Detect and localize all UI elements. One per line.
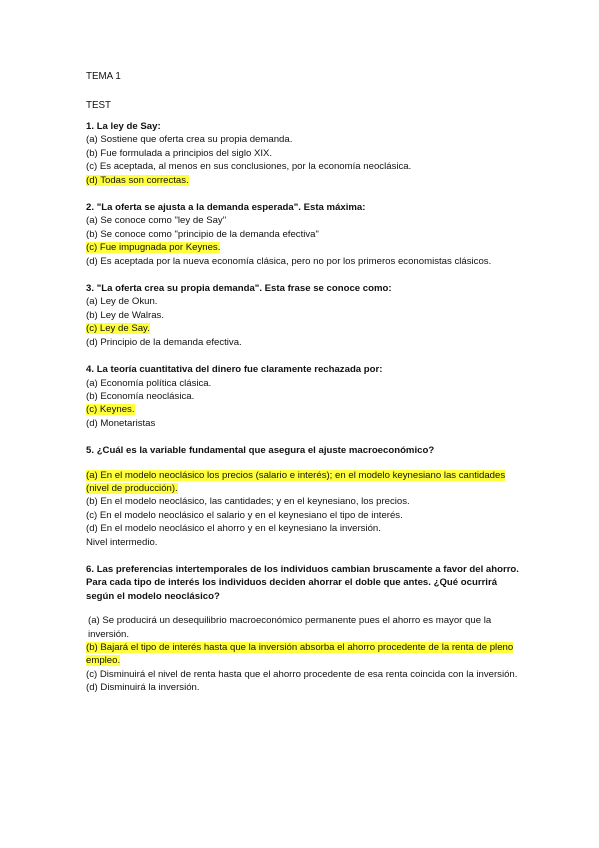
answer-option-a xyxy=(86,469,526,496)
answer-option-d xyxy=(86,681,526,694)
highlighted-answer: (a) En el modelo neoclásico los precios (salario e interés); en el modelo keynesiano las cantidades (nivel de producción). xyxy=(86,469,506,494)
option-text: (d) En el modelo neoclásico el ahorro y en el keynesiano la inversión. xyxy=(86,523,381,535)
option-text: (d) Principio de la demanda efectiva. xyxy=(86,336,242,348)
question-text: La teoría cuantitativa del dinero fue claramente rechazada por: xyxy=(96,364,383,376)
option-text: (d) Es aceptada por la nueva economía clásica, pero no por los primeros economistas clásicos. xyxy=(86,255,492,267)
question-title xyxy=(86,563,526,603)
answer-option-d xyxy=(86,417,526,430)
question-6 xyxy=(86,563,526,695)
answer-option-b xyxy=(86,309,526,322)
answer-option-a xyxy=(86,295,526,308)
question-title xyxy=(86,444,526,457)
question-title xyxy=(86,363,526,376)
option-text: (d) Disminuirá la inversión. xyxy=(86,682,200,694)
answer-option-d xyxy=(86,336,526,349)
question-text: Las preferencias intertemporales de los individuos cambian bruscamente a favor del ahorro. Para cada tipo de interés los individuos deciden ahorrar el doble que antes. ¿Qué ocurrirá según el modelo neoclásico? xyxy=(86,563,519,602)
answer-option-c xyxy=(86,668,526,681)
document-content xyxy=(86,70,526,709)
question-text: "La oferta se ajusta a la demanda esperada". Esta máxima: xyxy=(96,202,366,214)
option-text: (b) En el modelo neoclásico, las cantidades; y en el keynesiano, los precios. xyxy=(86,496,410,508)
highlighted-answer: (b) Bajará el tipo de interés hasta que la inversión absorba el ahorro procedente de la renta de pleno empleo. xyxy=(86,642,514,667)
highlighted-answer: (c) Fue impugnada por Keynes. xyxy=(86,242,221,254)
highlighted-answer: (c) Ley de Say. xyxy=(86,323,150,335)
answer-option-d xyxy=(86,255,526,268)
answer-option-d xyxy=(86,522,526,535)
question-text: La ley de Say: xyxy=(96,121,161,132)
option-text: (b) Ley de Walras. xyxy=(86,309,165,321)
question-number: 3. xyxy=(86,283,95,295)
tema-heading: TEMA 1 xyxy=(86,71,121,82)
answer-option-b xyxy=(86,495,526,508)
question-number: 2. xyxy=(86,202,95,214)
test-heading: TEST xyxy=(86,100,112,111)
answer-option-a xyxy=(86,614,526,641)
question-title xyxy=(86,282,526,295)
answer-option-c xyxy=(86,509,526,522)
question-5 xyxy=(86,444,526,549)
question-number: 6. xyxy=(86,563,95,575)
question-number: 4. xyxy=(86,364,95,376)
answer-option-a xyxy=(86,377,526,390)
question-title xyxy=(86,201,526,214)
option-text: (d) Monetaristas xyxy=(86,417,156,429)
option-text: (b) Se conoce como "principio de la demanda efectiva" xyxy=(86,228,319,240)
option-text: (c) Es aceptada, al menos en sus conclusiones, por la economía neoclásica. xyxy=(86,161,412,173)
question-number: 1. xyxy=(86,121,95,132)
option-text: (c) Disminuirá el nivel de renta hasta que el ahorro procedente de esa renta coincida con la inversión. xyxy=(86,668,518,680)
answer-option-c xyxy=(86,322,526,335)
question-4 xyxy=(86,363,526,430)
answer-option-a xyxy=(86,133,526,146)
question-text: ¿Cuál es la variable fundamental que asegura el ajuste macroeconómico? xyxy=(96,445,435,457)
option-text: (a) Se producirá un desequilibrio macroeconómico permanente pues el ahorro es mayor que la inversión. xyxy=(88,615,492,640)
highlighted-answer: (c) Keynes. xyxy=(86,404,135,416)
answer-option-b xyxy=(86,641,526,668)
option-text: (b) Fue formulada a principios del siglo XIX. xyxy=(86,147,273,159)
option-text: (b) Economía neoclásica. xyxy=(86,390,195,402)
option-text: (a) Economía política clásica. xyxy=(86,377,212,389)
answer-option-d xyxy=(86,174,526,187)
answer-option-b xyxy=(86,147,526,160)
answer-option-c xyxy=(86,403,526,416)
answer-option-b xyxy=(86,390,526,403)
highlighted-answer: (d) Todas son correctas. xyxy=(86,174,189,186)
difficulty-note: Nivel intermedio. xyxy=(86,536,158,548)
option-text: (a) Se conoce como "ley de Say" xyxy=(86,215,227,227)
question-title xyxy=(86,120,526,133)
option-text: (c) En el modelo neoclásico el salario y en el keynesiano el tipo de interés. xyxy=(86,509,403,521)
answer-option-b xyxy=(86,228,526,241)
question-3 xyxy=(86,282,526,349)
question-1 xyxy=(86,120,526,187)
question-number: 5. xyxy=(86,445,95,457)
option-text: (a) Ley de Okun. xyxy=(86,296,158,308)
question-text: "La oferta crea su propia demanda". Esta frase se conoce como: xyxy=(96,283,392,295)
answer-option-c xyxy=(86,241,526,254)
answer-option-c xyxy=(86,160,526,173)
answer-option-a xyxy=(86,214,526,227)
option-text: (a) Sostiene que oferta crea su propia demanda. xyxy=(86,134,293,146)
question-2 xyxy=(86,201,526,268)
